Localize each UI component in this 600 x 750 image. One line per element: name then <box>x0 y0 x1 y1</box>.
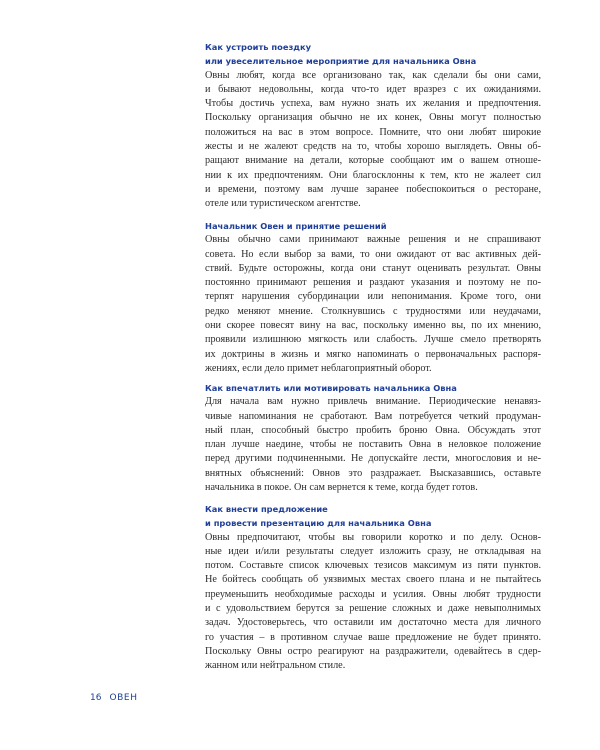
text-line: постоянно принимают решения и раздают указания и поэтому не по- <box>205 277 541 289</box>
section-body <box>205 395 541 495</box>
text-line: ные идеи и/или результаты следует изложить сразу, не откладывая на <box>205 545 541 557</box>
text-line: их доктрины в жизнь и мягко напоминать о первоначальных распоря- <box>205 348 541 360</box>
heading-line: и провести презентацию для начальника Овна <box>205 518 432 529</box>
section-body <box>205 531 541 674</box>
text-line: преуменьшить необходимые расходы и усилия. Овны любят трудности <box>205 588 541 600</box>
section-motivate <box>205 381 541 495</box>
section-body <box>205 69 541 212</box>
heading-line: Как устроить поездку <box>205 42 312 52</box>
text-line: Чтобы достичь успеха, вам нужно знать их желания и предпочтения. <box>205 98 541 110</box>
text-line: и с удовольствием берутся за решение сложных и даже невыполнимых <box>205 603 541 615</box>
text-line: Овны обычно сами принимают важные решения и не спрашивают <box>205 234 541 246</box>
text-line: совета. Но если выбор за вами, то они ожидают от вас активных дей- <box>205 248 541 260</box>
heading-line: или увеселительное мероприятие для начальника Овна <box>205 56 477 67</box>
text-line: нии к их предпочтениям. Они благосклонны к тем, кто не жалеет сил <box>205 169 541 181</box>
section-heading <box>205 40 541 69</box>
text-line: жениях, если дело примет неблагоприятный оборот. <box>205 362 432 374</box>
section-heading <box>205 381 541 395</box>
text-line: потом. Составьте список ключевых тезисов максимум из пяти пунктов. <box>205 560 541 572</box>
text-line: положиться на вас в этом вопросе. Помните, что они любят широкие <box>205 126 541 138</box>
text-line: жанном или нейтральном стиле. <box>205 660 346 672</box>
text-line: и времени, поэтому вам лучше заранее побеспокоиться о ресторане, <box>205 183 541 195</box>
text-line: го участия – в противном случае ваше предложение не будет принято. <box>205 631 541 643</box>
text-line: ращают внимание на детали, которые сообщают им о вашем отноше- <box>205 155 541 167</box>
text-line: начальника в покое. Он сам вернется к теме, когда будет готов. <box>205 482 478 494</box>
heading-line: Как впечатлить или мотивировать начальника Овна <box>205 383 457 393</box>
text-line: Овны любят, когда все организовано так, как сделали бы они сами, <box>205 69 541 81</box>
text-line: отеле или туристическом агентстве. <box>205 198 361 210</box>
section-body <box>205 233 541 376</box>
text-line: чивые напоминания не сработают. Вам потребуется четкий продуман- <box>205 410 541 422</box>
page-number: 16 <box>90 693 102 703</box>
text-line: жесты и не жалеют средств на то, чтобы хорошо выглядеть. Овны об- <box>205 141 541 153</box>
section-heading <box>205 502 541 531</box>
text-line: проявили излишнюю мягкость или слабость. Лучше смело претворять <box>205 334 541 346</box>
text-line: Овны предпочитают, чтобы вы говорили коротко и по делу. Основ- <box>205 531 541 543</box>
heading-line: Как внести предложение <box>205 504 328 514</box>
page-footer <box>90 693 138 703</box>
text-line: ный план, способный быстро пробить броню Овна. Обсуждать этот <box>205 424 541 436</box>
text-line: терпят нарушения субординации или непонимания. Кроме того, они <box>205 291 541 303</box>
section-decisions <box>205 219 541 376</box>
text-line: Для начала вам нужно привлечь внимание. Периодические ненавяз- <box>205 396 541 408</box>
heading-line: Начальник Овен и принятие решений <box>205 221 387 231</box>
section-presentation <box>205 502 541 674</box>
text-line: задач. Удостоверьтесь, что оставили им достаточно места для личного <box>205 617 541 629</box>
text-line: и бывают недовольны, когда что-то идет вразрез с их ожиданиями. <box>205 83 541 95</box>
section-trip <box>205 40 541 212</box>
text-line: редко меняют мнение. Столкнувшись с трудностями или неудачами, <box>205 305 541 317</box>
section-heading <box>205 219 541 233</box>
text-line: план лучше наедине, чтобы не поставить Овна в неловкое положение <box>205 439 541 451</box>
text-line: ствий. Будьте осторожны, когда они станут оценивать результат. Овны <box>205 262 541 274</box>
running-title: ОВЕН <box>109 693 138 703</box>
text-line: Не бойтесь сообщать об уязвимых местах своего плана и не пытайтесь <box>205 574 541 586</box>
text-line: Поскольку Овны остро реагируют на раздражители, одевайтесь в сдер- <box>205 645 541 657</box>
text-line: Поскольку организация обычно не их конек, Овны могут полностью <box>205 112 541 124</box>
text-line: перед другими подчиненными. Не допускайте лести, многословия и не- <box>205 453 541 465</box>
text-line: внятных объяснений: Овнов это раздражает. Высказавшись, оставьте <box>205 467 541 479</box>
text-line: они скорее повесят вину на вас, поскольку именно вы, по их мнению, <box>205 320 541 332</box>
